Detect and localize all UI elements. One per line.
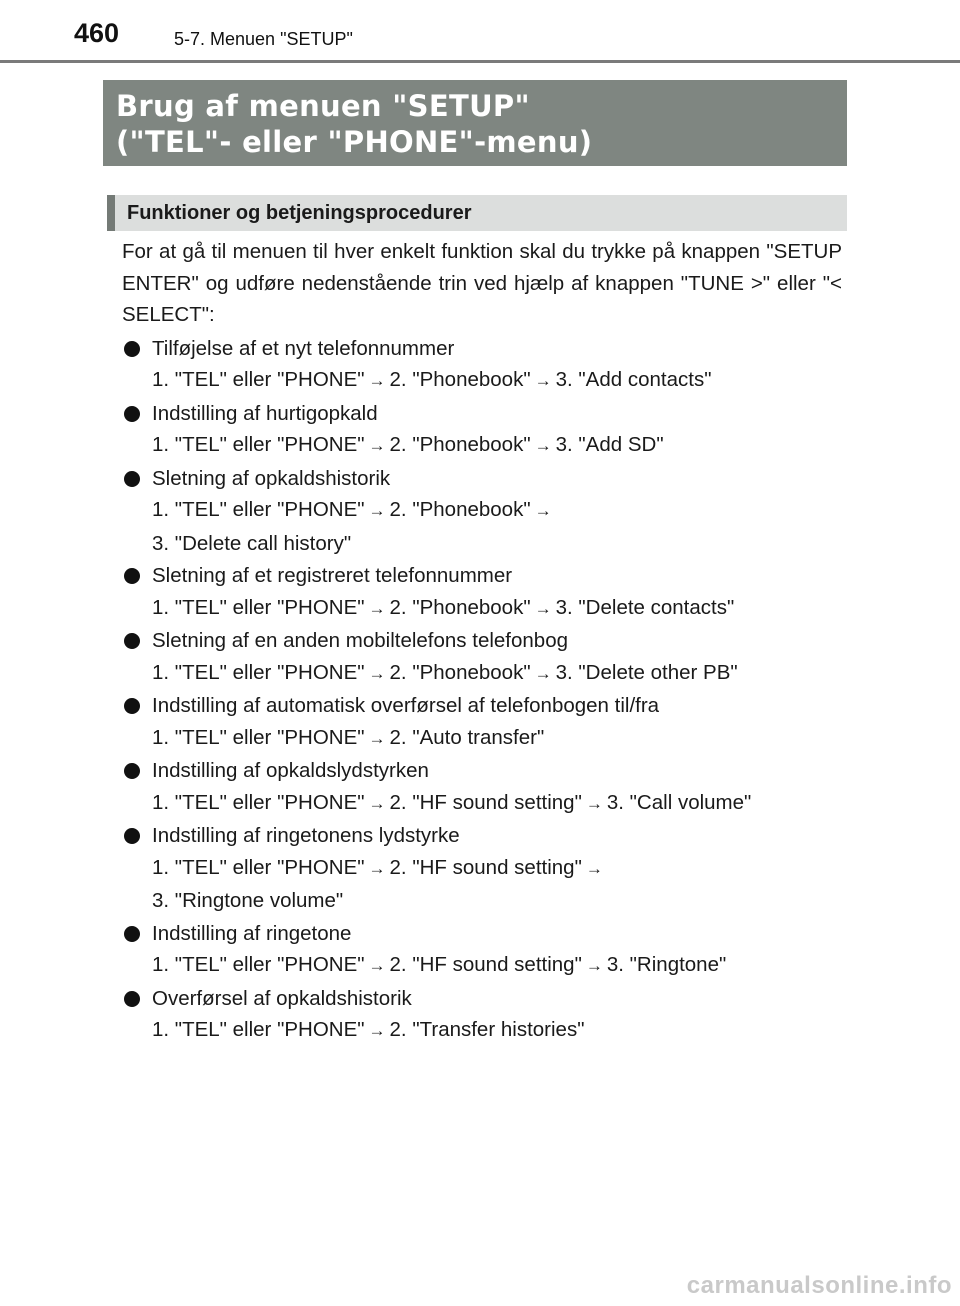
arrow-right-icon: → (534, 598, 552, 618)
menu-step: 3. "Delete contacts" (555, 595, 735, 619)
list-item (122, 463, 842, 560)
body-content (122, 236, 842, 1048)
list-item-title: Indstilling af automatisk overførsel af telefonbogen til/fra (152, 694, 660, 717)
arrow-right-icon: → (368, 793, 386, 813)
menu-step: 2. "Phonebook" (389, 368, 531, 391)
menu-step: 3. "Add SD" (555, 433, 664, 456)
list-item (122, 690, 842, 754)
list-item (122, 625, 842, 689)
menu-path (152, 949, 842, 982)
menu-step: 3. "Delete call history" (152, 531, 352, 555)
arrow-right-icon: → (368, 663, 386, 683)
page-title-band (103, 80, 847, 166)
menu-step: 2. "Auto transfer" (389, 725, 545, 749)
page-title-line-2: ("TEL"- eller "PHONE"-menu) (116, 125, 593, 159)
procedure-list (122, 333, 842, 1047)
arrow-right-icon: → (368, 858, 386, 878)
list-item-title: Indstilling af ringetonens lydstyrke (152, 824, 460, 847)
watermark: carmanualsonline.info (686, 1272, 952, 1299)
section-breadcrumb: 5-7. Menuen "SETUP" (174, 29, 353, 49)
menu-step: 1. "TEL" eller "PHONE" (152, 953, 365, 976)
list-item-title: Indstilling af ringetone (152, 921, 352, 945)
menu-path (152, 592, 842, 625)
menu-path (152, 1014, 842, 1047)
arrow-right-icon: → (534, 663, 552, 683)
arrow-right-icon: → (368, 501, 386, 520)
page-header (0, 0, 960, 64)
menu-path (152, 364, 842, 397)
menu-step: 3. "Delete other PB" (555, 660, 738, 684)
list-item-title: Sletning af opkaldshistorik (152, 466, 391, 490)
bullet-icon (124, 471, 140, 487)
menu-path (152, 722, 842, 755)
menu-step: 2. "Phonebook" (389, 498, 531, 521)
arrow-right-icon: → (534, 501, 552, 520)
bullet-icon (124, 828, 140, 844)
menu-step: 3. "Call volume" (606, 790, 752, 814)
subheading-accent-bar (107, 195, 115, 231)
menu-path (152, 429, 842, 462)
menu-step: 2. "Transfer histories" (389, 1018, 585, 1041)
menu-step: 3. "Add contacts" (555, 368, 712, 391)
bullet-icon (124, 763, 140, 779)
menu-step: 2. "HF sound setting" (389, 790, 582, 814)
menu-path (152, 787, 842, 820)
menu-step: 1. "TEL" eller "PHONE" (152, 1018, 365, 1041)
arrow-right-icon: → (585, 858, 603, 878)
bullet-icon (124, 341, 140, 357)
bullet-icon (124, 926, 140, 942)
page-title-line-1: Brug af menuen "SETUP" (116, 89, 530, 123)
menu-step: 1. "TEL" eller "PHONE" (152, 368, 365, 391)
menu-path (152, 528, 842, 560)
list-item-title: Indstilling af hurtigopkald (152, 401, 378, 425)
list-item-title: Sletning af en anden mobiltelefons telefonbog (152, 629, 569, 652)
subheading-text: Funktioner og betjeningsprocedurer (127, 202, 472, 224)
menu-step: 2. "HF sound setting" (389, 953, 582, 976)
arrow-right-icon: → (534, 436, 552, 455)
arrow-right-icon: → (585, 793, 603, 813)
bullet-icon (124, 991, 140, 1007)
list-item (122, 398, 842, 462)
arrow-right-icon: → (368, 371, 386, 390)
menu-step: 1. "TEL" eller "PHONE" (152, 855, 365, 879)
menu-step: 1. "TEL" eller "PHONE" (152, 725, 365, 749)
menu-step: 1. "TEL" eller "PHONE" (152, 790, 365, 814)
list-item (122, 333, 842, 397)
menu-step: 1. "TEL" eller "PHONE" (152, 595, 365, 619)
menu-path (152, 852, 842, 885)
arrow-right-icon: → (534, 371, 552, 390)
list-item (122, 755, 842, 819)
arrow-right-icon: → (585, 956, 603, 975)
menu-step: 3. "Ringtone" (606, 953, 727, 976)
menu-step: 1. "TEL" eller "PHONE" (152, 498, 365, 521)
menu-path (152, 885, 842, 917)
arrow-right-icon: → (368, 956, 386, 975)
menu-step: 2. "Phonebook" (389, 433, 531, 456)
bullet-icon (124, 406, 140, 422)
menu-step: 1. "TEL" eller "PHONE" (152, 660, 365, 684)
menu-step: 3. "Ringtone volume" (152, 889, 344, 912)
menu-path (152, 657, 842, 690)
menu-step: 1. "TEL" eller "PHONE" (152, 433, 365, 456)
section-subheading (107, 195, 847, 231)
list-item (122, 820, 842, 917)
list-item-title: Sletning af et registreret telefonnummer (152, 564, 513, 587)
arrow-right-icon: → (368, 598, 386, 618)
bullet-icon (124, 698, 140, 714)
page-number: 460 (74, 18, 120, 48)
bullet-icon (124, 568, 140, 584)
arrow-right-icon: → (368, 728, 386, 748)
arrow-right-icon: → (368, 1021, 386, 1040)
list-item (122, 918, 842, 982)
menu-step: 2. "Phonebook" (389, 595, 531, 619)
list-item-title: Indstilling af opkaldslydstyrken (152, 759, 429, 782)
header-divider (0, 60, 960, 63)
list-item (122, 983, 842, 1047)
bullet-icon (124, 633, 140, 649)
menu-path (152, 494, 842, 527)
menu-step: 2. "HF sound setting" (389, 855, 582, 879)
intro-paragraph: For at gå til menuen til hver enkelt funktion skal du trykke på knappen "SETUP ENTER" og udføre nedenstående trin ved hjælp af knappen "TUNE >" eller "< SELECT": (122, 240, 842, 326)
list-item-title: Overførsel af opkaldshistorik (152, 986, 412, 1010)
list-item-title: Tilføjelse af et nyt telefonnummer (152, 336, 455, 360)
arrow-right-icon: → (368, 436, 386, 455)
list-item (122, 560, 842, 624)
menu-step: 2. "Phonebook" (389, 660, 531, 684)
